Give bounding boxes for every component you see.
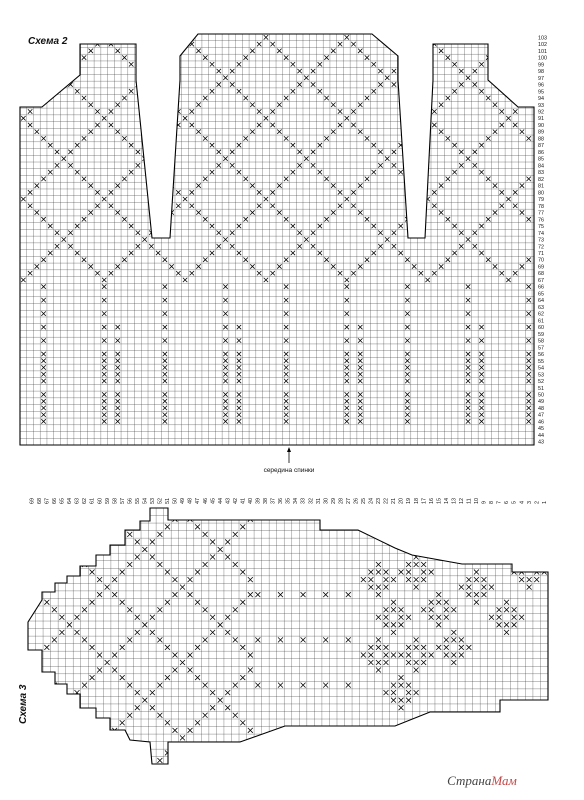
column-number: 34 [293, 498, 300, 504]
column-number: 51 [165, 498, 172, 504]
scheme-2-title: Схема 2 [28, 36, 68, 47]
row-number: 51 [538, 385, 544, 392]
column-number: 15 [436, 498, 443, 504]
up-arrow-icon [287, 447, 291, 452]
column-number: 24 [368, 498, 375, 504]
column-number: 23 [376, 498, 383, 504]
row-number: 68 [538, 271, 544, 278]
row-number: 49 [538, 399, 544, 406]
column-number: 43 [225, 498, 232, 504]
row-number: 43 [538, 439, 544, 446]
row-number: 67 [538, 277, 544, 284]
row-number: 75 [538, 224, 544, 231]
row-number: 79 [538, 197, 544, 204]
row-number: 94 [538, 96, 544, 103]
column-number: 52 [157, 498, 164, 504]
row-number: 88 [538, 136, 544, 143]
row-number: 63 [538, 304, 544, 311]
row-number: 96 [538, 82, 544, 89]
column-number: 8 [489, 501, 496, 504]
column-number: 38 [263, 498, 270, 504]
column-number: 16 [428, 498, 435, 504]
column-number: 11 [466, 498, 473, 504]
column-number: 6 [504, 501, 511, 504]
row-number: 61 [538, 318, 544, 325]
column-number: 22 [383, 498, 390, 504]
row-number: 95 [538, 89, 544, 96]
row-number: 50 [538, 392, 544, 399]
row-number: 70 [538, 257, 544, 264]
column-number: 56 [127, 498, 134, 504]
column-number: 48 [187, 498, 194, 504]
row-number: 62 [538, 311, 544, 318]
row-number: 73 [538, 237, 544, 244]
column-number: 57 [119, 498, 126, 504]
column-number: 68 [36, 498, 43, 504]
column-number: 44 [217, 498, 224, 504]
row-number: 101 [538, 48, 547, 55]
column-number: 2 [534, 501, 541, 504]
row-number: 65 [538, 291, 544, 298]
column-number: 67 [44, 498, 51, 504]
column-number: 33 [300, 498, 307, 504]
column-number: 46 [202, 498, 209, 504]
column-number: 1 [541, 501, 548, 504]
column-number: 18 [413, 498, 420, 504]
row-number: 74 [538, 230, 544, 237]
column-number: 5 [511, 501, 518, 504]
column-number: 69 [29, 498, 36, 504]
scheme-2-grid [20, 34, 534, 445]
row-number: 72 [538, 244, 544, 251]
column-number: 30 [323, 498, 330, 504]
row-number: 97 [538, 75, 544, 82]
column-number: 9 [481, 501, 488, 504]
column-number: 58 [112, 498, 119, 504]
column-number: 54 [142, 498, 149, 504]
row-number: 78 [538, 203, 544, 210]
column-number: 31 [315, 498, 322, 504]
column-number: 13 [451, 498, 458, 504]
row-number: 60 [538, 325, 544, 332]
center-back-marker [264, 447, 315, 474]
column-number: 39 [255, 498, 262, 504]
column-number: 40 [247, 498, 254, 504]
column-number: 55 [134, 498, 141, 504]
row-number: 81 [538, 183, 544, 190]
column-number: 49 [180, 498, 187, 504]
row-number: 47 [538, 412, 544, 419]
row-number: 93 [538, 102, 544, 109]
watermark-text: Страна [447, 773, 492, 788]
row-number: 53 [538, 372, 544, 379]
scheme-3-title: Схема 3 [18, 684, 29, 724]
column-number: 29 [330, 498, 337, 504]
row-number: 58 [538, 338, 544, 345]
row-number: 86 [538, 149, 544, 156]
column-number: 59 [104, 498, 111, 504]
row-number: 102 [538, 42, 547, 49]
column-number: 20 [398, 498, 405, 504]
row-number: 54 [538, 365, 544, 372]
row-number: 98 [538, 69, 544, 76]
row-number: 77 [538, 210, 544, 217]
watermark-accent: Мам [491, 773, 517, 788]
column-number: 26 [353, 498, 360, 504]
row-number: 87 [538, 143, 544, 150]
column-number: 19 [406, 498, 413, 504]
row-number: 64 [538, 298, 544, 305]
column-number: 36 [278, 498, 285, 504]
row-number: 103 [538, 35, 547, 42]
row-number: 92 [538, 109, 544, 116]
column-number: 37 [270, 498, 277, 504]
column-number: 53 [150, 498, 157, 504]
column-number: 63 [74, 498, 81, 504]
row-number: 48 [538, 405, 544, 412]
svg-text:СтранаМам [447, 773, 517, 788]
row-number: 52 [538, 379, 544, 386]
scheme-3-chart [18, 498, 548, 764]
row-number: 82 [538, 176, 544, 183]
row-number: 59 [538, 331, 544, 338]
column-number: 62 [82, 498, 89, 504]
row-number: 85 [538, 156, 544, 163]
watermark [447, 773, 517, 788]
column-number: 61 [89, 498, 96, 504]
row-number: 80 [538, 190, 544, 197]
scheme-2-outline [20, 34, 534, 445]
row-number: 44 [538, 432, 544, 439]
row-number: 71 [538, 250, 544, 257]
column-number: 17 [421, 498, 428, 504]
row-number: 91 [538, 116, 544, 123]
row-number: 83 [538, 170, 544, 177]
row-number: 100 [538, 55, 547, 62]
scheme-2-chart [20, 34, 547, 474]
column-number: 60 [97, 498, 104, 504]
row-number: 76 [538, 217, 544, 224]
center-back-caption: середина спинки [263, 467, 315, 474]
column-number: 65 [59, 498, 66, 504]
column-number: 25 [361, 498, 368, 504]
column-number: 14 [443, 498, 450, 504]
column-number: 64 [67, 498, 74, 504]
column-number: 47 [195, 498, 202, 504]
row-number: 46 [538, 419, 544, 426]
column-number: 50 [172, 498, 179, 504]
column-number: 45 [210, 498, 217, 504]
row-number: 69 [538, 264, 544, 271]
column-number: 28 [338, 498, 345, 504]
column-number: 12 [458, 498, 465, 504]
row-number: 89 [538, 129, 544, 136]
column-number: 32 [308, 498, 315, 504]
row-number: 56 [538, 352, 544, 359]
column-number: 21 [391, 498, 398, 504]
column-number: 42 [232, 498, 239, 504]
column-number: 7 [496, 501, 503, 504]
row-number: 57 [538, 345, 544, 352]
scheme-2-row-numbers [538, 35, 547, 445]
column-number: 27 [345, 498, 352, 504]
scheme-3-column-numbers [29, 498, 547, 504]
row-number: 99 [538, 62, 544, 69]
row-number: 45 [538, 426, 544, 433]
column-number: 35 [285, 498, 292, 504]
row-number: 84 [538, 163, 544, 170]
column-number: 66 [52, 498, 59, 504]
column-number: 4 [519, 501, 526, 504]
row-number: 66 [538, 284, 544, 291]
row-number: 90 [538, 122, 544, 129]
row-number: 55 [538, 358, 544, 365]
column-number: 10 [474, 498, 481, 504]
column-number: 41 [240, 498, 247, 504]
column-number: 3 [526, 501, 533, 504]
